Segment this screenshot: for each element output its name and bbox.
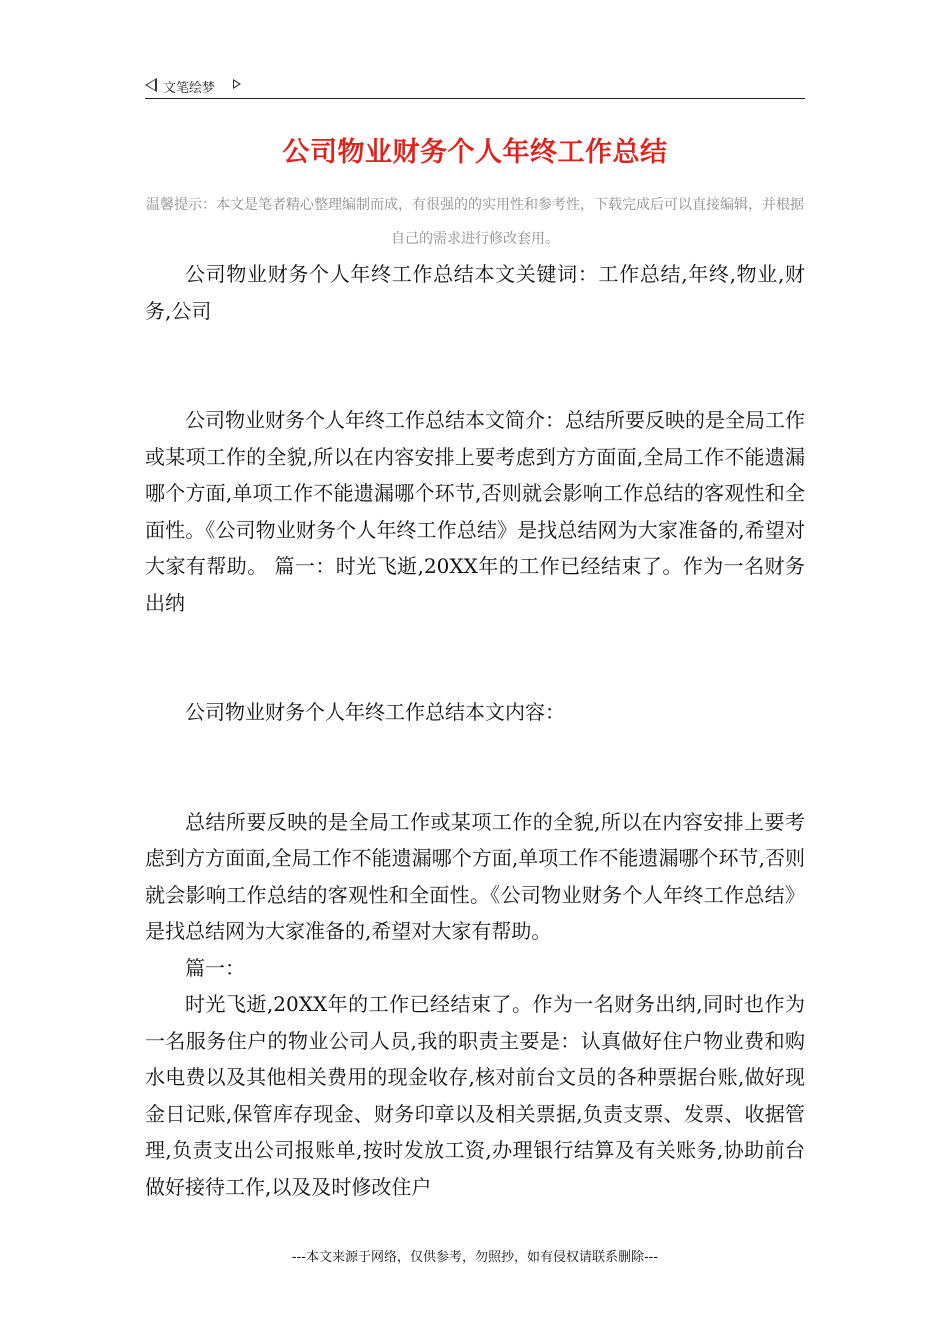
content-label-paragraph: 公司物业财务个人年终工作总结本文内容： (185, 700, 565, 724)
paragraph-gap (145, 329, 805, 402)
left-triangle-icon (145, 78, 157, 92)
paragraph-gap (145, 731, 805, 804)
tip-notice: 温馨提示：本文是笔者精心整理编制而成，有很强的的实用性和参考性，下载完成后可以直接编辑，并根据自己的需求进行修改套用。 (146, 197, 804, 247)
keywords-paragraph: 公司物业财务个人年终工作总结本文关键词：工作总结,年终,物业,财务,公司 (145, 262, 805, 323)
document-title: 公司物业财务个人年终工作总结 (282, 137, 668, 168)
brand-label: 文笔绘梦 (163, 81, 216, 96)
body-paragraph-1: 总结所要反映的是全局工作或某项工作的全貌,所以在内容安排上要考虑到方方面面,全局工作不能遗漏哪个方面,单项工作不能遗漏哪个环节,否则就会影响工作总结的客观性和全面性。《公司物业财务个人年终工作总结》是找总结网为大家准备的,希望对大家有帮助。 (145, 809, 805, 943)
page-footer: ---本文来源于网络，仅供参考，勿照抄，如有侵权请联系删除--- (291, 1250, 659, 1265)
right-triangle-icon (233, 79, 241, 89)
body-paragraph-2: 时光飞逝,20XX年的工作已经结束了。作为一名财务出纳,同时也作为一名服务住户的物业公司人员,我的职责主要是：认真做好住户物业费和购水电费以及其他相关费用的现金收存,核对前台文员的各种票据台账,做好现金日记账,保管库存现金、财务印章以及相关票据,负责支票、发票、收据管理,负责支出公司报账单,按时发放工资,办理银行结算及有关账务,协助前台做好接待工作,以及及时修改住户 (145, 992, 805, 1199)
intro-paragraph: 公司物业财务个人年终工作总结本文简介：总结所要反映的是全局工作或某项工作的全貌,所以在内容安排上要考虑到方方面面,全局工作不能遗漏哪个方面,单项工作不能遗漏哪个环节,否则就会影响工作总结的客观性和全面性。《公司物业财务个人年终工作总结》是找总结网为大家准备的,希望对大家有帮助。 篇一：时光飞逝,20XX年的工作已经结束了。作为一名财务出纳 (145, 408, 805, 615)
section-label: 篇一： (185, 955, 245, 980)
document-body (145, 256, 805, 1205)
page-header (145, 74, 805, 99)
paragraph-gap (145, 621, 805, 694)
